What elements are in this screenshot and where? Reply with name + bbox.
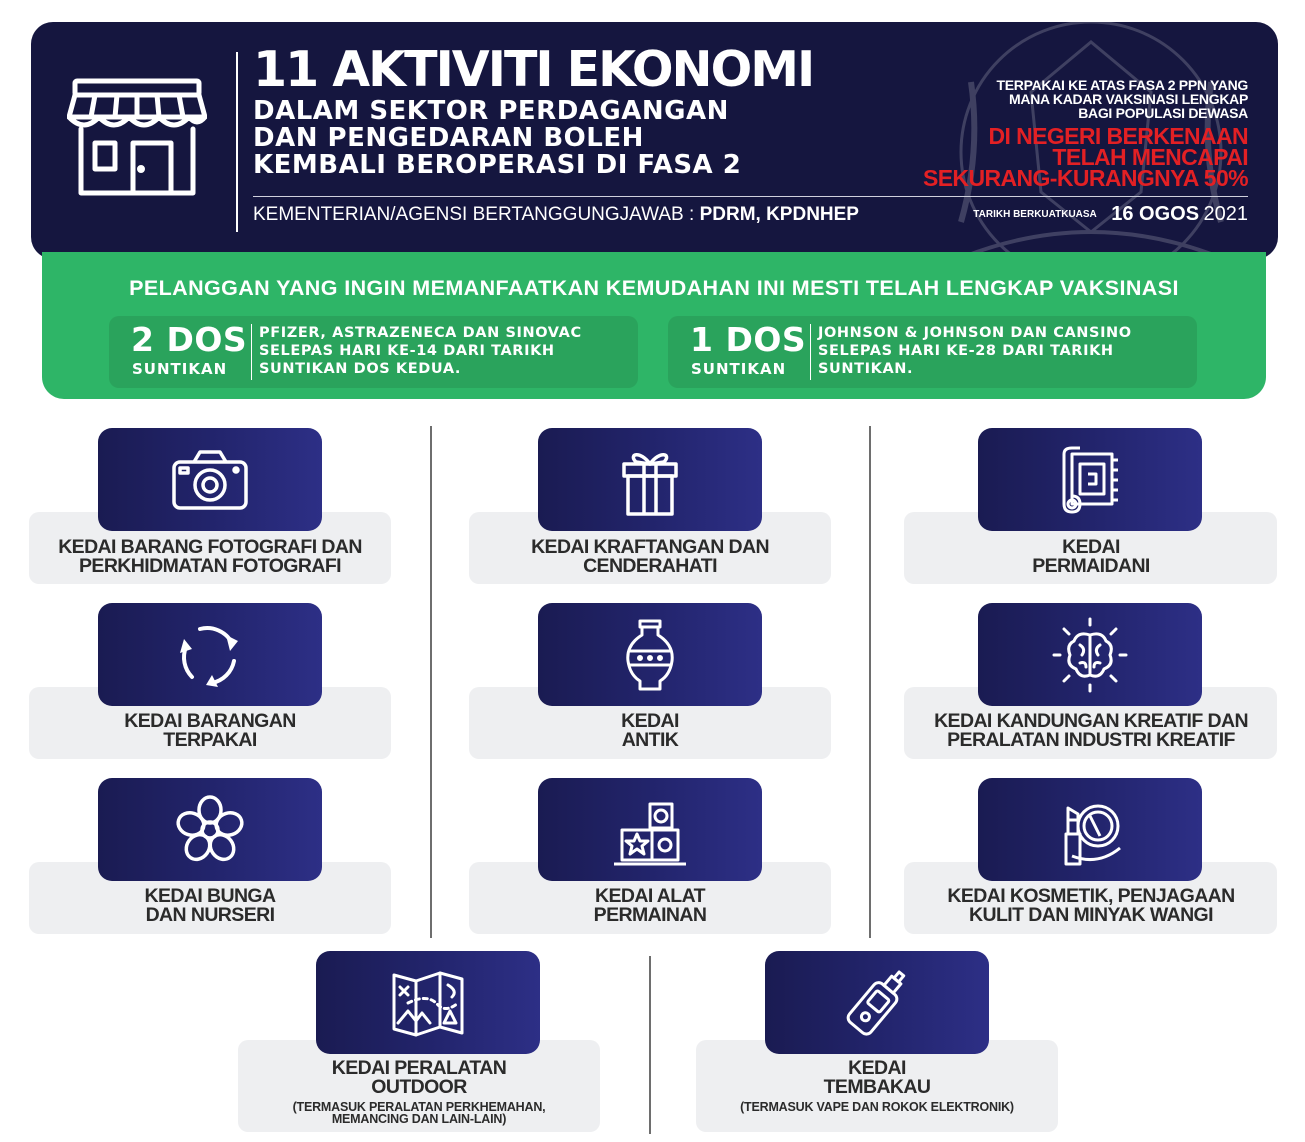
dose-box-two: 2 DOS SUNTIKAN PFIZER, ASTRAZENECA DAN SINOVAC SELEPAS HARI KE-14 DARI TARIKH SUNTIKAN DOS KEDUA. [109, 316, 638, 388]
item-label: KEDAI ALAT PERMAINAN [593, 885, 707, 926]
item-label: KEDAI PERALATAN OUTDOOR [331, 1057, 507, 1098]
page-title: 11 AKTIVITI EKONOMI [253, 41, 814, 98]
item-label: KEDAI BUNGA DAN NURSERI [144, 885, 276, 926]
page-subtitle: DALAM SEKTOR PERDAGANGAN DAN PENGEDARAN BOLEH KEMBALI BEROPERASI DI FASA 2 [253, 96, 742, 180]
item-label: KEDAI PERMAIDANI [1032, 536, 1150, 577]
vaccination-requirement [42, 252, 1266, 399]
camera-icon [170, 440, 250, 520]
vase-icon [610, 615, 690, 695]
header-banner [31, 22, 1278, 259]
brain-icon [1050, 615, 1130, 695]
vaccination-notice: PELANGGAN YANG INGIN MEMANFAATKAN KEMUDAHAN INI MESTI TELAH LENGKAP VAKSINASI [129, 276, 1179, 300]
recycle-icon [170, 615, 250, 695]
column-divider [869, 426, 871, 938]
toy-blocks-icon [610, 790, 690, 870]
applicability-note: TERPAKAI KE ATAS FASA 2 PPN YANG MANA KADAR VAKSINASI LENGKAP BAGI POPULASI DEWASA [996, 77, 1248, 121]
header-divider [236, 52, 238, 232]
header-rule [253, 196, 1248, 197]
dose-box-one: 1 DOS SUNTIKAN JOHNSON & JOHNSON DAN CANSINO SELEPAS HARI KE-28 DARI TARIKH SUNTIKAN. [668, 316, 1197, 388]
effective-date: TARIKH BERKUATKUASA 16 OGOS 2021 [973, 203, 1248, 225]
column-divider [649, 956, 651, 1134]
item-note: (TERMASUK PERALATAN PERKHEMAHAN, MEMANCING DAN LAIN-LAIN) [292, 1100, 546, 1126]
ministry-agencies: PDRM, KPDNHEP [699, 204, 859, 225]
item-label: KEDAI KRAFTANGAN DAN CENDERAHATI [531, 536, 769, 577]
item-label: KEDAI BARANG FOTOGRAFI DAN PERKHIDMATAN FOTOGRAFI [58, 536, 362, 577]
ministry-line: KEMENTERIAN/AGENSI BERTANGGUNGJAWAB : PDRM, KPDNHEP [253, 204, 859, 225]
flower-icon [170, 790, 250, 870]
vape-icon [837, 963, 917, 1043]
item-note: (TERMASUK VAPE DAN ROKOK ELEKTRONIK) [740, 1100, 1014, 1114]
vaccination-threshold: DI NEGERI BERKENAAN TELAH MENCAPAI SEKURANG-KURANGNYA 50% [922, 123, 1248, 191]
carpet-icon [1050, 440, 1130, 520]
cosmetics-icon [1050, 790, 1130, 870]
item-label: KEDAI KANDUNGAN KREATIF DAN PERALATAN INDUSTRI KREATIF [934, 710, 1248, 751]
item-label: KEDAI ANTIK [621, 710, 679, 751]
item-label: KEDAI KOSMETIK, PENJAGAAN KULIT DAN MINYAK WANGI [947, 885, 1235, 926]
map-icon [388, 963, 468, 1043]
column-divider [430, 426, 432, 938]
store-icon [67, 77, 207, 197]
gift-icon [610, 440, 690, 520]
item-label: KEDAI TEMBAKAU [823, 1057, 931, 1098]
item-label: KEDAI BARANGAN TERPAKAI [124, 710, 296, 751]
